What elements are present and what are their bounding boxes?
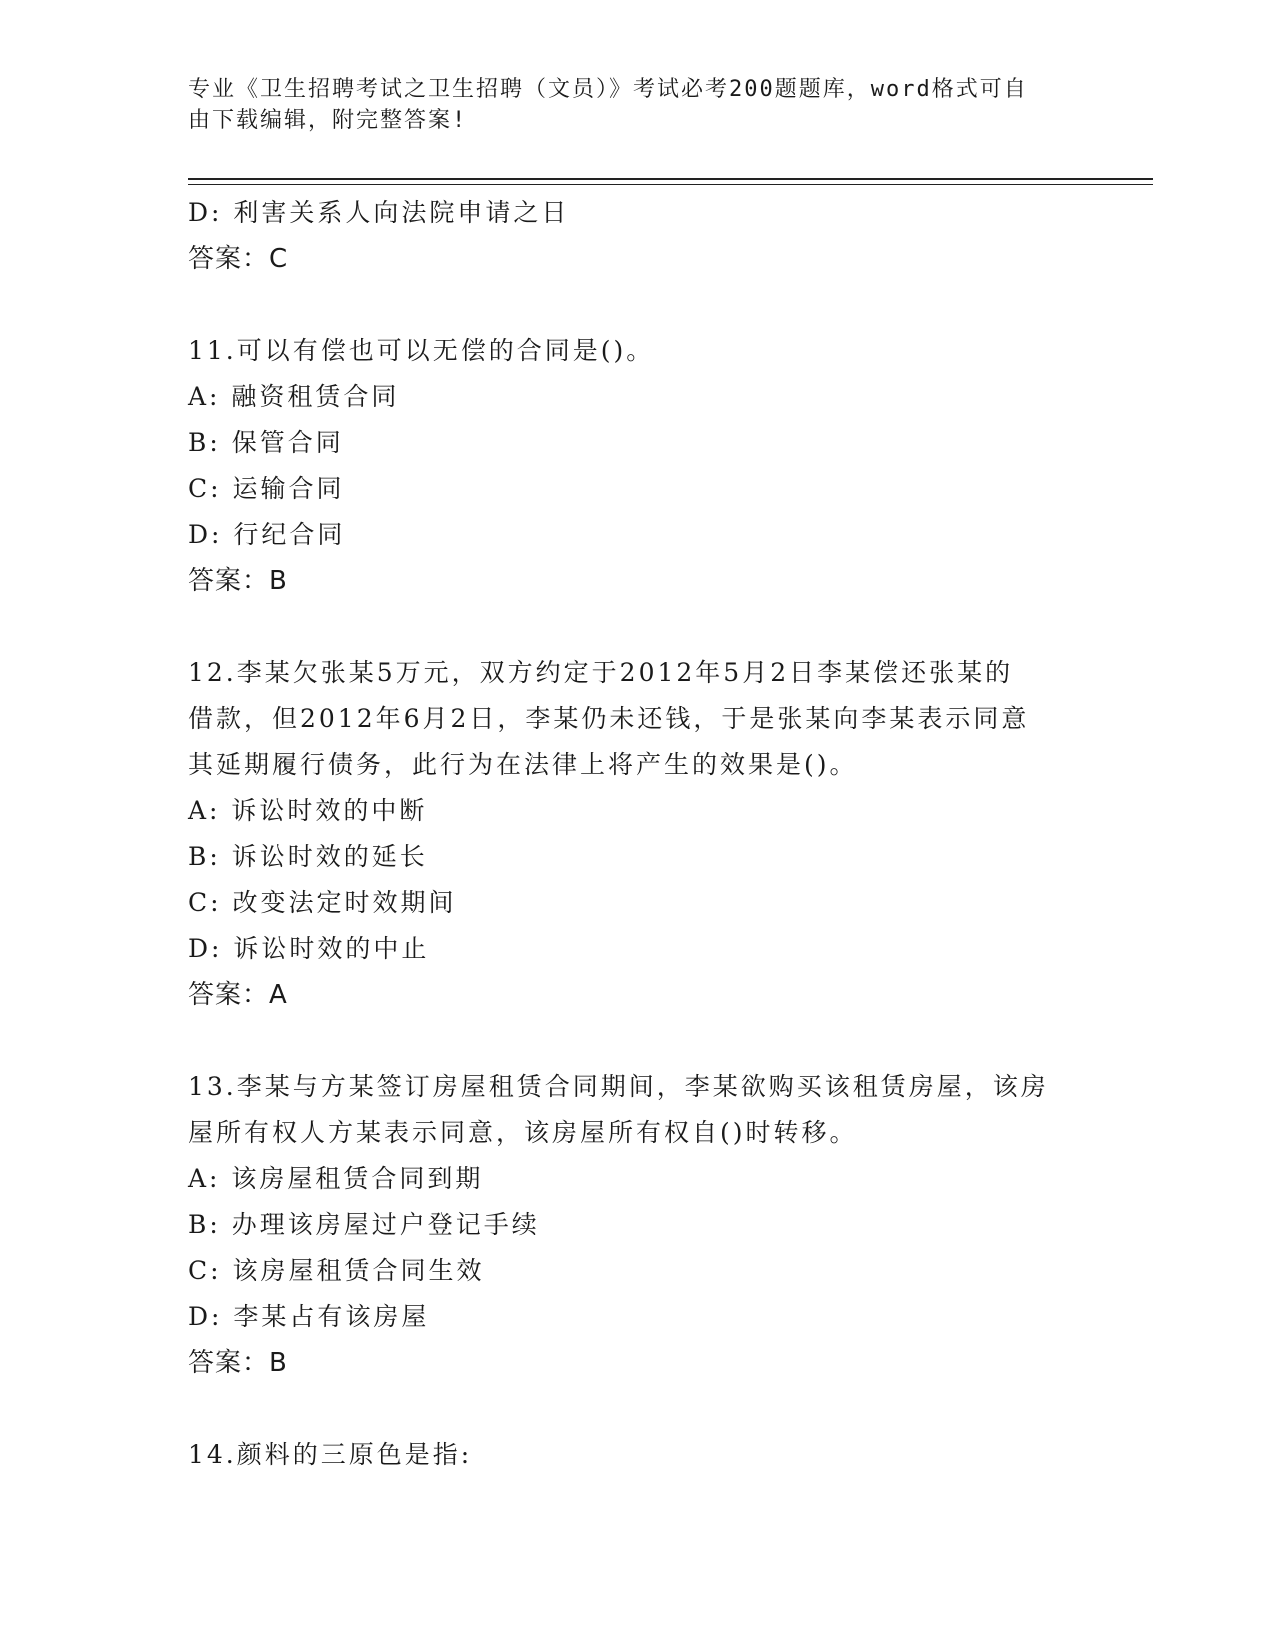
q13-stem-line-2: 屋所有权人方某表示同意，该房屋所有权自()时转移。 <box>188 1118 858 1147</box>
q12-stem-line-2: 借款，但2012年6月2日，李某仍未还钱，于是张某向李某表示同意 <box>188 704 1030 733</box>
prev-answer: 答案：C <box>188 244 289 274</box>
q13-option-c: C: 该房屋租赁合同生效 <box>188 1256 485 1285</box>
header-line-1: 专业《卫生招聘考试之卫生招聘（文员）》考试必考200题题库，word格式可自 <box>188 77 1028 102</box>
document-header <box>188 74 1068 136</box>
q12-option-b: B: 诉讼时效的延长 <box>188 842 428 871</box>
q11-answer: 答案：B <box>188 566 288 596</box>
spacer <box>188 604 1088 650</box>
header-divider-thick <box>188 178 1153 180</box>
q12-option-a: A: 诉讼时效的中断 <box>188 796 428 825</box>
q13-stem-line-1: 13.李某与方某签订房屋租赁合同期间，李某欲购买该租赁房屋，该房 <box>188 1072 1049 1101</box>
q11-option-a: A: 融资租赁合同 <box>188 382 400 411</box>
q11-option-d: D: 行纪合同 <box>188 520 346 549</box>
q12-stem-line-1: 12.李某欠张某5万元，双方约定于2012年5月2日李某偿还张某的 <box>188 658 1014 687</box>
prev-option-d: D: 利害关系人向法院申请之日 <box>188 198 570 227</box>
spacer <box>188 282 1088 328</box>
q12-stem-line-3: 其延期履行债务，此行为在法律上将产生的效果是()。 <box>188 750 858 779</box>
header-divider-thin <box>188 184 1153 185</box>
q13-answer: 答案：B <box>188 1348 288 1378</box>
q11-option-c: C: 运输合同 <box>188 474 345 503</box>
q11-stem: 11.可以有偿也可以无偿的合同是()。 <box>188 336 655 365</box>
q13-option-a: A: 该房屋租赁合同到期 <box>188 1164 484 1193</box>
q13-option-b: B: 办理该房屋过户登记手续 <box>188 1210 540 1239</box>
spacer <box>188 1386 1088 1432</box>
q14-stem: 14.颜料的三原色是指: <box>188 1440 473 1469</box>
header-line-2: 由下载编辑，附完整答案! <box>188 108 468 133</box>
q12-option-c: C: 改变法定时效期间 <box>188 888 457 917</box>
question-list <box>188 190 1088 1478</box>
q11-option-b: B: 保管合同 <box>188 428 344 457</box>
spacer <box>188 1018 1088 1064</box>
q13-option-d: D: 李某占有该房屋 <box>188 1302 430 1331</box>
q12-option-d: D: 诉讼时效的中止 <box>188 934 430 963</box>
q12-answer: 答案：A <box>188 980 288 1010</box>
